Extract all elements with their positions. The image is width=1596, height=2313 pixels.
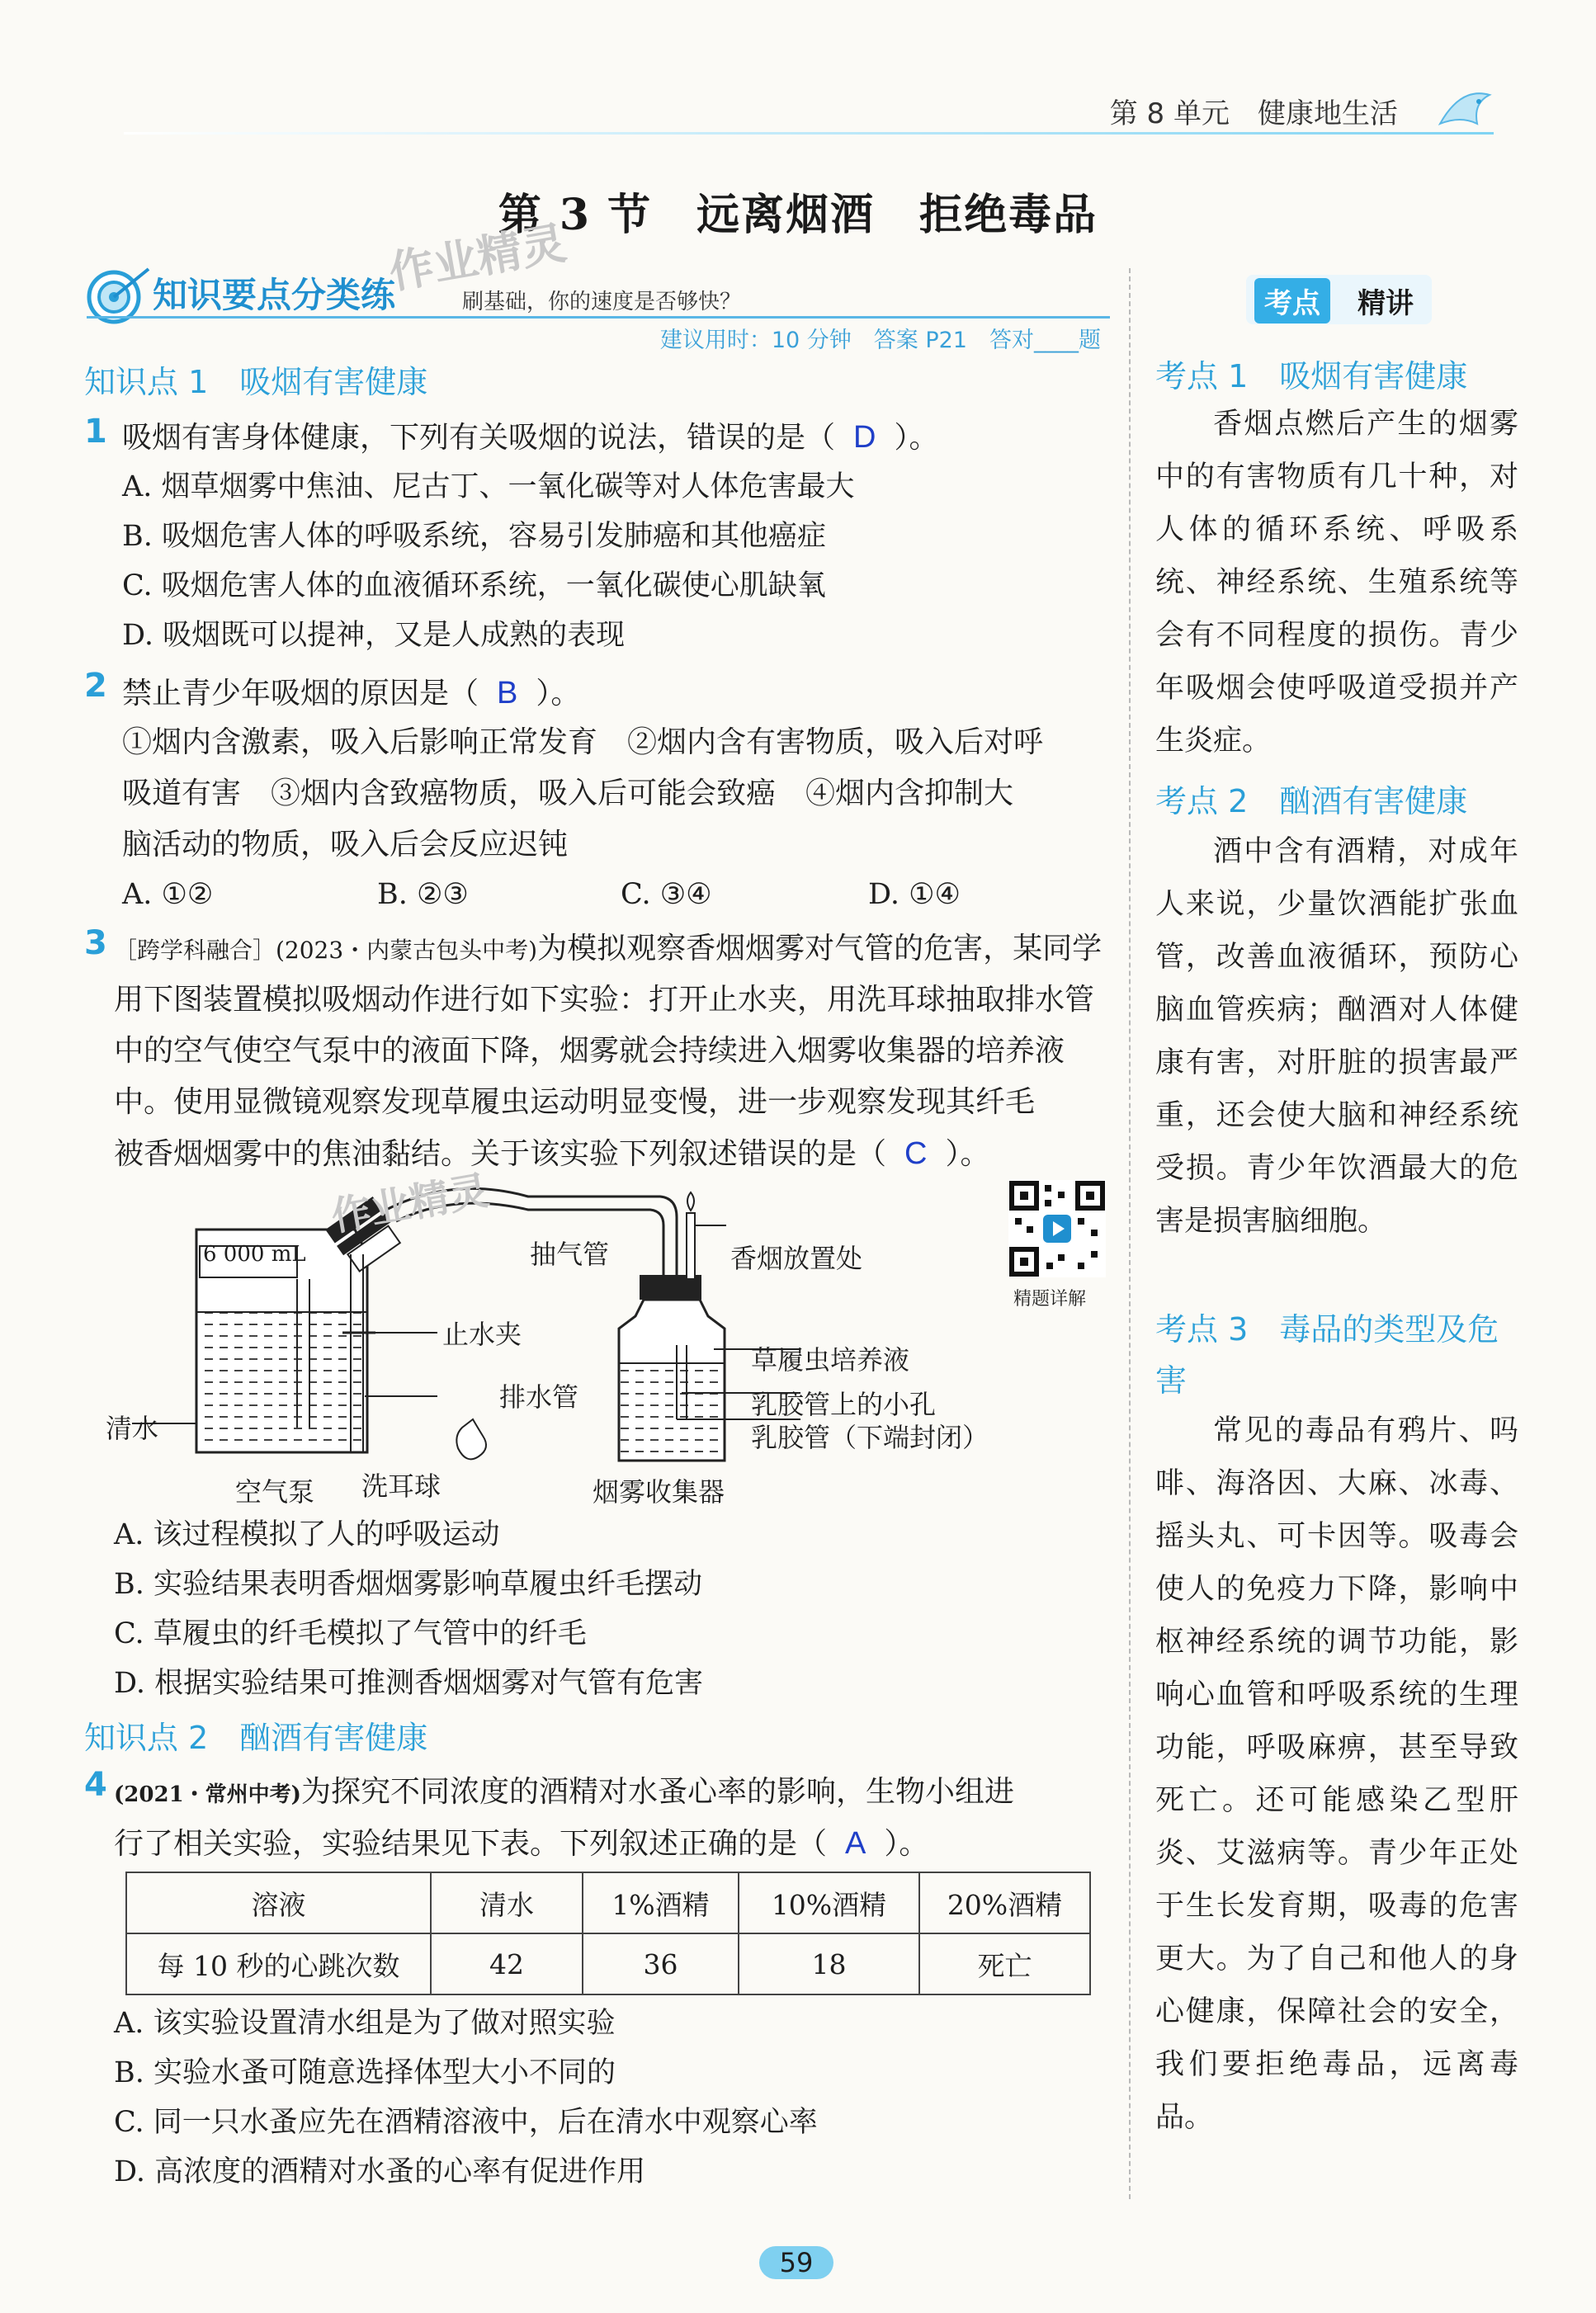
page-title: 第 3 节 远离烟酒 拒绝毒品 — [498, 190, 1098, 240]
stem-text: 吸烟有害身体健康，下列有关吸烟的说法，错误的是（ — [122, 421, 836, 455]
table-header-cell: 清水 — [431, 1872, 583, 1933]
question-2-line: 脑活动的物质，吸入后会反应迟钝 — [122, 828, 569, 861]
option: C. 吸烟危害人体的血液循环系统，一氧化碳使心肌缺氧 — [122, 569, 826, 602]
table-cell: 18 — [739, 1933, 919, 1994]
diagram-label-water: 清水 — [106, 1413, 159, 1444]
question-3-line: 中。使用显微镜观察发现草履虫运动明显变慢，进一步观察发现其纤毛 — [114, 1085, 1036, 1119]
option: A. 烟草烟雾中焦油、尼古丁、一氧化碳等对人体危害最大 — [122, 470, 855, 503]
answer-mark: D — [853, 420, 876, 455]
question-2-stem — [122, 668, 580, 719]
option: D. 吸烟既可以提神，又是人成熟的表现 — [122, 619, 626, 652]
sidebar-point-1-text: 香烟点燃后产生的烟雾中的有害物质有几十种，对人体的循环系统、呼吸系统、神经系统、生殖系统等会有不同程度的损伤。青少年吸烟会使呼吸道受损并产生炎症。 — [1155, 408, 1518, 758]
banner-subtitle: 刷基础，你的速度是否够快？ — [462, 290, 742, 314]
table-header-cell: 溶液 — [126, 1872, 431, 1933]
header-rule — [124, 132, 1494, 135]
table-cell: 每 10 秒的心跳次数 — [126, 1933, 431, 1994]
option: D. 高浓度的酒精对水蚤的心率有促进作用 — [114, 2155, 646, 2188]
option: A. 该过程模拟了人的呼吸运动 — [114, 1518, 500, 1551]
question-number: 1 — [84, 413, 107, 451]
stem-text: 为模拟观察香烟烟雾对气管的危害，某同学 — [537, 932, 1103, 965]
question-3-first-line — [114, 924, 1102, 975]
question-number: 2 — [84, 667, 107, 705]
diagram-label-latex: 乳胶管（下端封闭） — [751, 1422, 989, 1453]
table-cell: 36 — [583, 1933, 739, 1994]
diagram-label-culture: 草履虫培养液 — [751, 1344, 910, 1376]
stem-close: ）。 — [884, 1827, 929, 1861]
stem-text: 被香烟烟雾中的焦油黏结。关于该实验下列叙述错误的是（ — [114, 1137, 887, 1171]
sidebar-point-3-text: 常见的毒品有鸦片、吗啡、海洛因、大麻、冰毒、摇头丸、可卡因等。吸毒会使人的免疫力下降，影响中枢神经系统的调节功能，影响心血管和呼吸系统的生理功能，呼吸麻痹，甚至导致死亡。还可能感染乙型肝炎、艾滋病等。青少年正处于生长发育期，吸毒的危害更大。为了自己和他人的身心健康，保障社会的安全，我们要拒绝毒品，远离毒品。 — [1155, 1414, 1518, 2134]
sidebar-badge-kaodian: 考点 — [1254, 278, 1330, 323]
question-3-last-line — [114, 1129, 989, 1179]
watermark: 作业精灵 — [328, 1167, 493, 1241]
table-row — [126, 1933, 1090, 1994]
page-number: 59 — [759, 2246, 833, 2279]
knowledge-point-2: 知识点 2 酗酒有害健康 — [84, 1720, 428, 1756]
question-3-line: 中的空气使空气泵中的液面下降，烟雾就会持续进入烟雾收集器的培养液 — [114, 1034, 1065, 1068]
table-header-cell: 20%酒精 — [919, 1872, 1090, 1933]
option: C. ③④ — [621, 878, 712, 911]
stem-text: 为探究不同浓度的酒精对水蚤心率的影响，生物小组进 — [300, 1775, 1014, 1809]
option: D. ①④ — [868, 878, 961, 911]
stem-close: ）。 — [945, 1137, 990, 1171]
diagram-label-bulb: 洗耳球 — [361, 1470, 441, 1502]
sidebar-badge-jingjiang: 精讲 — [1358, 287, 1414, 320]
question-number: 3 — [84, 924, 107, 962]
target-icon — [83, 262, 153, 328]
diagram-label-drain: 排水管 — [499, 1381, 579, 1413]
stem-text: 禁止青少年吸烟的原因是（ — [122, 677, 479, 710]
option: B. 实验水蚤可随意选择体型大小不同的 — [114, 2056, 616, 2089]
option: A. 该实验设置清水组是为了做对照实验 — [114, 2007, 616, 2040]
question-4-second-line — [114, 1819, 928, 1869]
question-source-tag: (2021・常州中考) — [114, 1782, 301, 1807]
diagram-label-hole: 乳胶管上的小孔 — [751, 1389, 937, 1420]
qr-caption: 精题详解 — [1013, 1289, 1087, 1310]
results-table — [125, 1872, 1091, 1995]
sidebar-point-2-text: 酒中含有酒精，对成年人来说，少量饮酒能扩张血管，改善血液循环，预防心脑血管疾病；酗酒对人体健康有害，对肝脏的损害最严重，还会使大脑和神经系统受损。青少年饮酒最大的危害是损害脑细胞。 — [1155, 835, 1518, 1238]
diagram-label-suction-tube: 抽气管 — [530, 1239, 610, 1270]
answer-mark: A — [845, 1826, 866, 1861]
diagram-label-clamp: 止水夹 — [442, 1319, 522, 1350]
unit-header: 第 8 单元 健康地生活 — [1109, 97, 1398, 130]
option: B. 吸烟危害人体的呼吸系统，容易引发肺癌和其他癌症 — [122, 520, 826, 553]
question-2-line: ①烟内含激素，吸入后影响正常发育 ②烟内含有害物质，吸入后对呼 — [122, 725, 1044, 759]
time-hint: 建议用时：10 分钟 答案 P21 答对____题 — [659, 328, 1101, 353]
option: C. 草履虫的纤毛模拟了气管中的纤毛 — [114, 1617, 587, 1650]
diagram-label-pump: 空气泵 — [235, 1476, 315, 1508]
stem-close: ）。 — [536, 677, 581, 710]
option: A. ①② — [122, 878, 214, 911]
diagram-label-cigarette: 香烟放置处 — [730, 1243, 863, 1274]
table-cell: 死亡 — [919, 1933, 1090, 1994]
question-3-line: 用下图装置模拟吸烟动作进行如下实验：打开止水夹，用洗耳球抽取排水管 — [114, 983, 1095, 1017]
option: B. 实验结果表明香烟烟雾影响草履虫纤毛摆动 — [114, 1568, 702, 1601]
table-cell: 42 — [431, 1933, 583, 1994]
question-number: 4 — [84, 1766, 107, 1804]
answer-mark: B — [497, 676, 518, 710]
banner-rule — [87, 316, 1110, 319]
question-4-first-line — [114, 1768, 1014, 1820]
option: C. 同一只水蚤应先在酒精溶液中，后在清水中观察心率 — [114, 2106, 818, 2139]
diagram-label-collector: 烟雾收集器 — [593, 1476, 725, 1508]
option: D. 根据实验结果可推测香烟烟雾对气管有危害 — [114, 1667, 704, 1700]
answer-mark: C — [904, 1136, 928, 1171]
table-header-cell: 10%酒精 — [739, 1872, 919, 1933]
bottle-volume-label: 6 000 mL — [203, 1242, 306, 1267]
sidebar-point-1-title: 考点 1 吸烟有害健康 — [1155, 358, 1468, 394]
bird-logo-icon — [1436, 78, 1494, 136]
table-header-row — [126, 1872, 1090, 1933]
knowledge-point-1: 知识点 1 吸烟有害健康 — [84, 364, 428, 400]
qr-code-icon[interactable] — [1008, 1180, 1106, 1277]
question-2-line: 吸道有害 ③烟内含致癌物质，吸入后可能会致癌 ④烟内含抑制大 — [122, 777, 1014, 810]
option: B. ②③ — [377, 878, 469, 911]
sidebar-point-2-title: 考点 2 酗酒有害健康 — [1155, 783, 1468, 819]
column-divider — [1129, 268, 1131, 2199]
stem-text: 行了相关实验，实验结果见下表。下列叙述正确的是（ — [114, 1827, 828, 1861]
watermark: 作业精灵 — [385, 215, 570, 300]
table-header-cell: 1%酒精 — [583, 1872, 739, 1933]
stem-close: ）。 — [894, 421, 939, 455]
question-source-tag: ［跨学科融合］(2023・内蒙古包头中考) — [114, 937, 538, 964]
question-1-stem — [122, 413, 938, 463]
sidebar-point-3-title: 考点 3 毒品的类型及危害 — [1155, 1311, 1499, 1399]
banner-title: 知识要点分类练 — [153, 275, 396, 315]
